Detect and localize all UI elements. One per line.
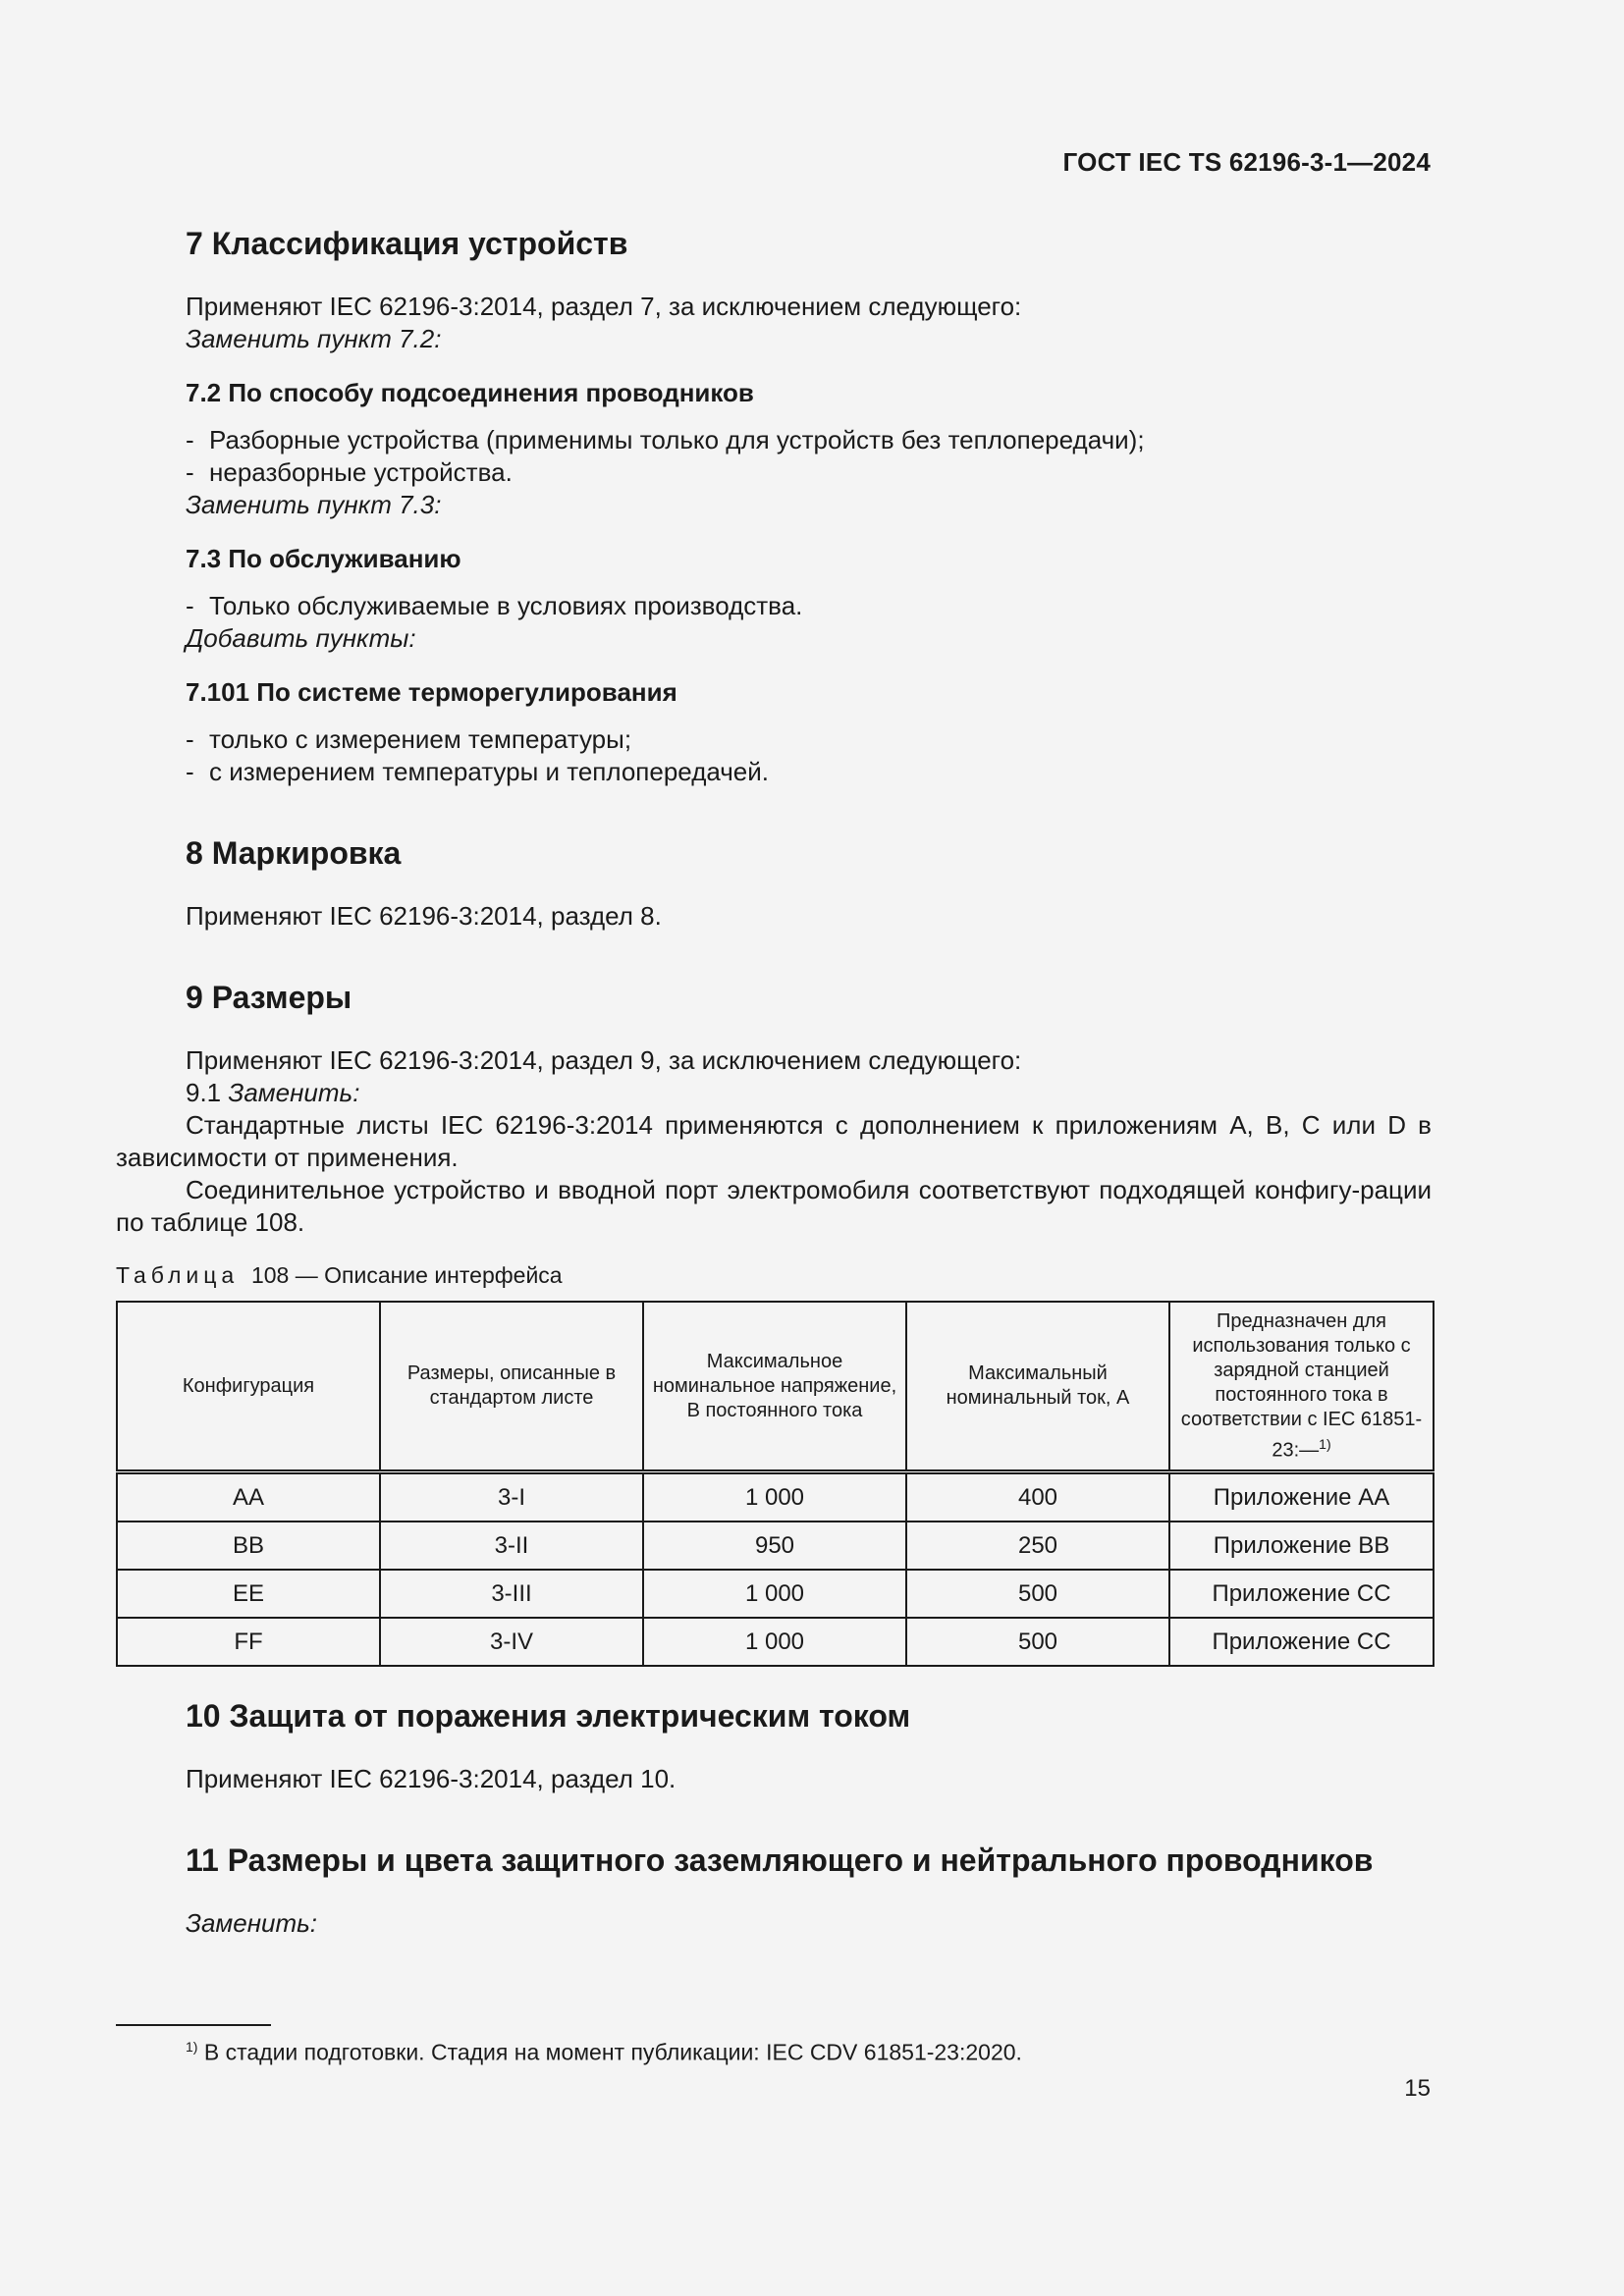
replace-7-2-note: Заменить пункт 7.2: [186,324,442,353]
list-item: - с измерением температуры и теплопередачей. [186,757,770,786]
table-cell: 1 000 [643,1570,906,1618]
table-header-cell: Предназначен для использования только с зарядной станцией постоянного тока в соответствии с IEC 61851-23:—$^{1)}$ [1169,1302,1434,1472]
page-content [116,218,1432,1940]
table-cell: Приложение CC [1169,1570,1434,1618]
table-caption: Таблица 108 — Описание интерфейса [116,1262,563,1288]
table-row [117,1618,1434,1666]
table-header-row [117,1302,1434,1472]
section-9-paragraph-1: Стандартные листы IEC 62196-3:2014 применяются с дополнением к приложениям A, B, C или D в зависимости от применения. [116,1110,1432,1172]
table-header-cell: Размеры, описанные в стандартом листе [380,1302,643,1472]
table-cell: 250 [906,1522,1169,1570]
footnote-mark: 1) [186,2039,198,2055]
list-item: - Только обслуживаемые в условиях производства. [186,591,803,620]
table-cell: 500 [906,1618,1169,1666]
subsection-7-2-title: 7.2 По способу подсоединения проводников [186,378,754,407]
list-item: - Разборные устройства (применимы только для устройств без теплопередачи); [186,425,1145,454]
subsection-7-101-title: 7.101 По системе терморегулирования [186,677,677,707]
table-cell: 3-III [380,1570,643,1618]
list-item: - только с измерением температуры; [186,724,632,754]
section-7-intro: Применяют IEC 62196-3:2014, раздел 7, за исключением следующего: [186,292,1022,321]
table-cell: 3-IV [380,1618,643,1666]
section-8-title: 8 Маркировка [186,835,402,871]
table-cell: 3-II [380,1522,643,1570]
table-cell: 1 000 [643,1618,906,1666]
list-item: - неразборные устройства. [186,457,513,487]
table-cell: FF [117,1618,380,1666]
table-cell: Приложение BB [1169,1522,1434,1570]
section-9-paragraph-2: Соединительное устройство и вводной порт электромобиля соответствуют подходящей конфигу-рации по таблице 108. [116,1175,1432,1237]
replace-9-1-note: 9.1 Заменить: [186,1078,360,1107]
document-id-header: ГОСТ IEC TS 62196-3-1—2024 [1062,147,1431,177]
section-10-title: 10 Защита от поражения электрическим током [186,1698,911,1734]
table-cell: 1 000 [643,1472,906,1522]
section-9-intro: Применяют IEC 62196-3:2014, раздел 9, за исключением следующего: [186,1045,1022,1075]
table-header-cell: Максимальное номинальное напряжение, В постоянного тока [643,1302,906,1472]
table-cell: 400 [906,1472,1169,1522]
table-row [117,1472,1434,1522]
table-cell: 950 [643,1522,906,1570]
section-11-title: 11 Размеры и цвета защитного заземляющего и нейтрального проводников [186,1842,1374,1878]
section-9-title: 9 Размеры [186,980,352,1015]
table-header-cell: Максимальный номинальный ток, А [906,1302,1169,1472]
table-cell: Приложение AA [1169,1472,1434,1522]
interface-description-table [116,1301,1435,1667]
footnote-mark: 1) [1319,1435,1331,1452]
table-cell: Приложение CC [1169,1618,1434,1666]
section-8-text: Применяют IEC 62196-3:2014, раздел 8. [186,901,662,931]
footnote-separator [116,2024,271,2026]
table-row [117,1522,1434,1570]
section-10-text: Применяют IEC 62196-3:2014, раздел 10. [186,1764,677,1793]
footnote: $^{1)}$ В стадии подготовки. Стадия на момент публикации: IEC CDV 61851-23:2020. [186,2039,1022,2065]
replace-11-note: Заменить: [186,1908,318,1938]
add-items-note: Добавить пункты: [186,623,416,653]
section-7-title: 7 Классификация устройств [186,226,628,261]
table-header-cell: Конфигурация [117,1302,380,1472]
table-cell: 3-I [380,1472,643,1522]
table-row [117,1570,1434,1618]
table-cell: EE [117,1570,380,1618]
table-cell: BB [117,1522,380,1570]
subsection-7-3-title: 7.3 По обслуживанию [186,544,461,573]
replace-7-3-note: Заменить пункт 7.3: [186,490,442,519]
table-cell: 500 [906,1570,1169,1618]
table-cell: AA [117,1472,380,1522]
page-number: 15 [1404,2075,1431,2102]
